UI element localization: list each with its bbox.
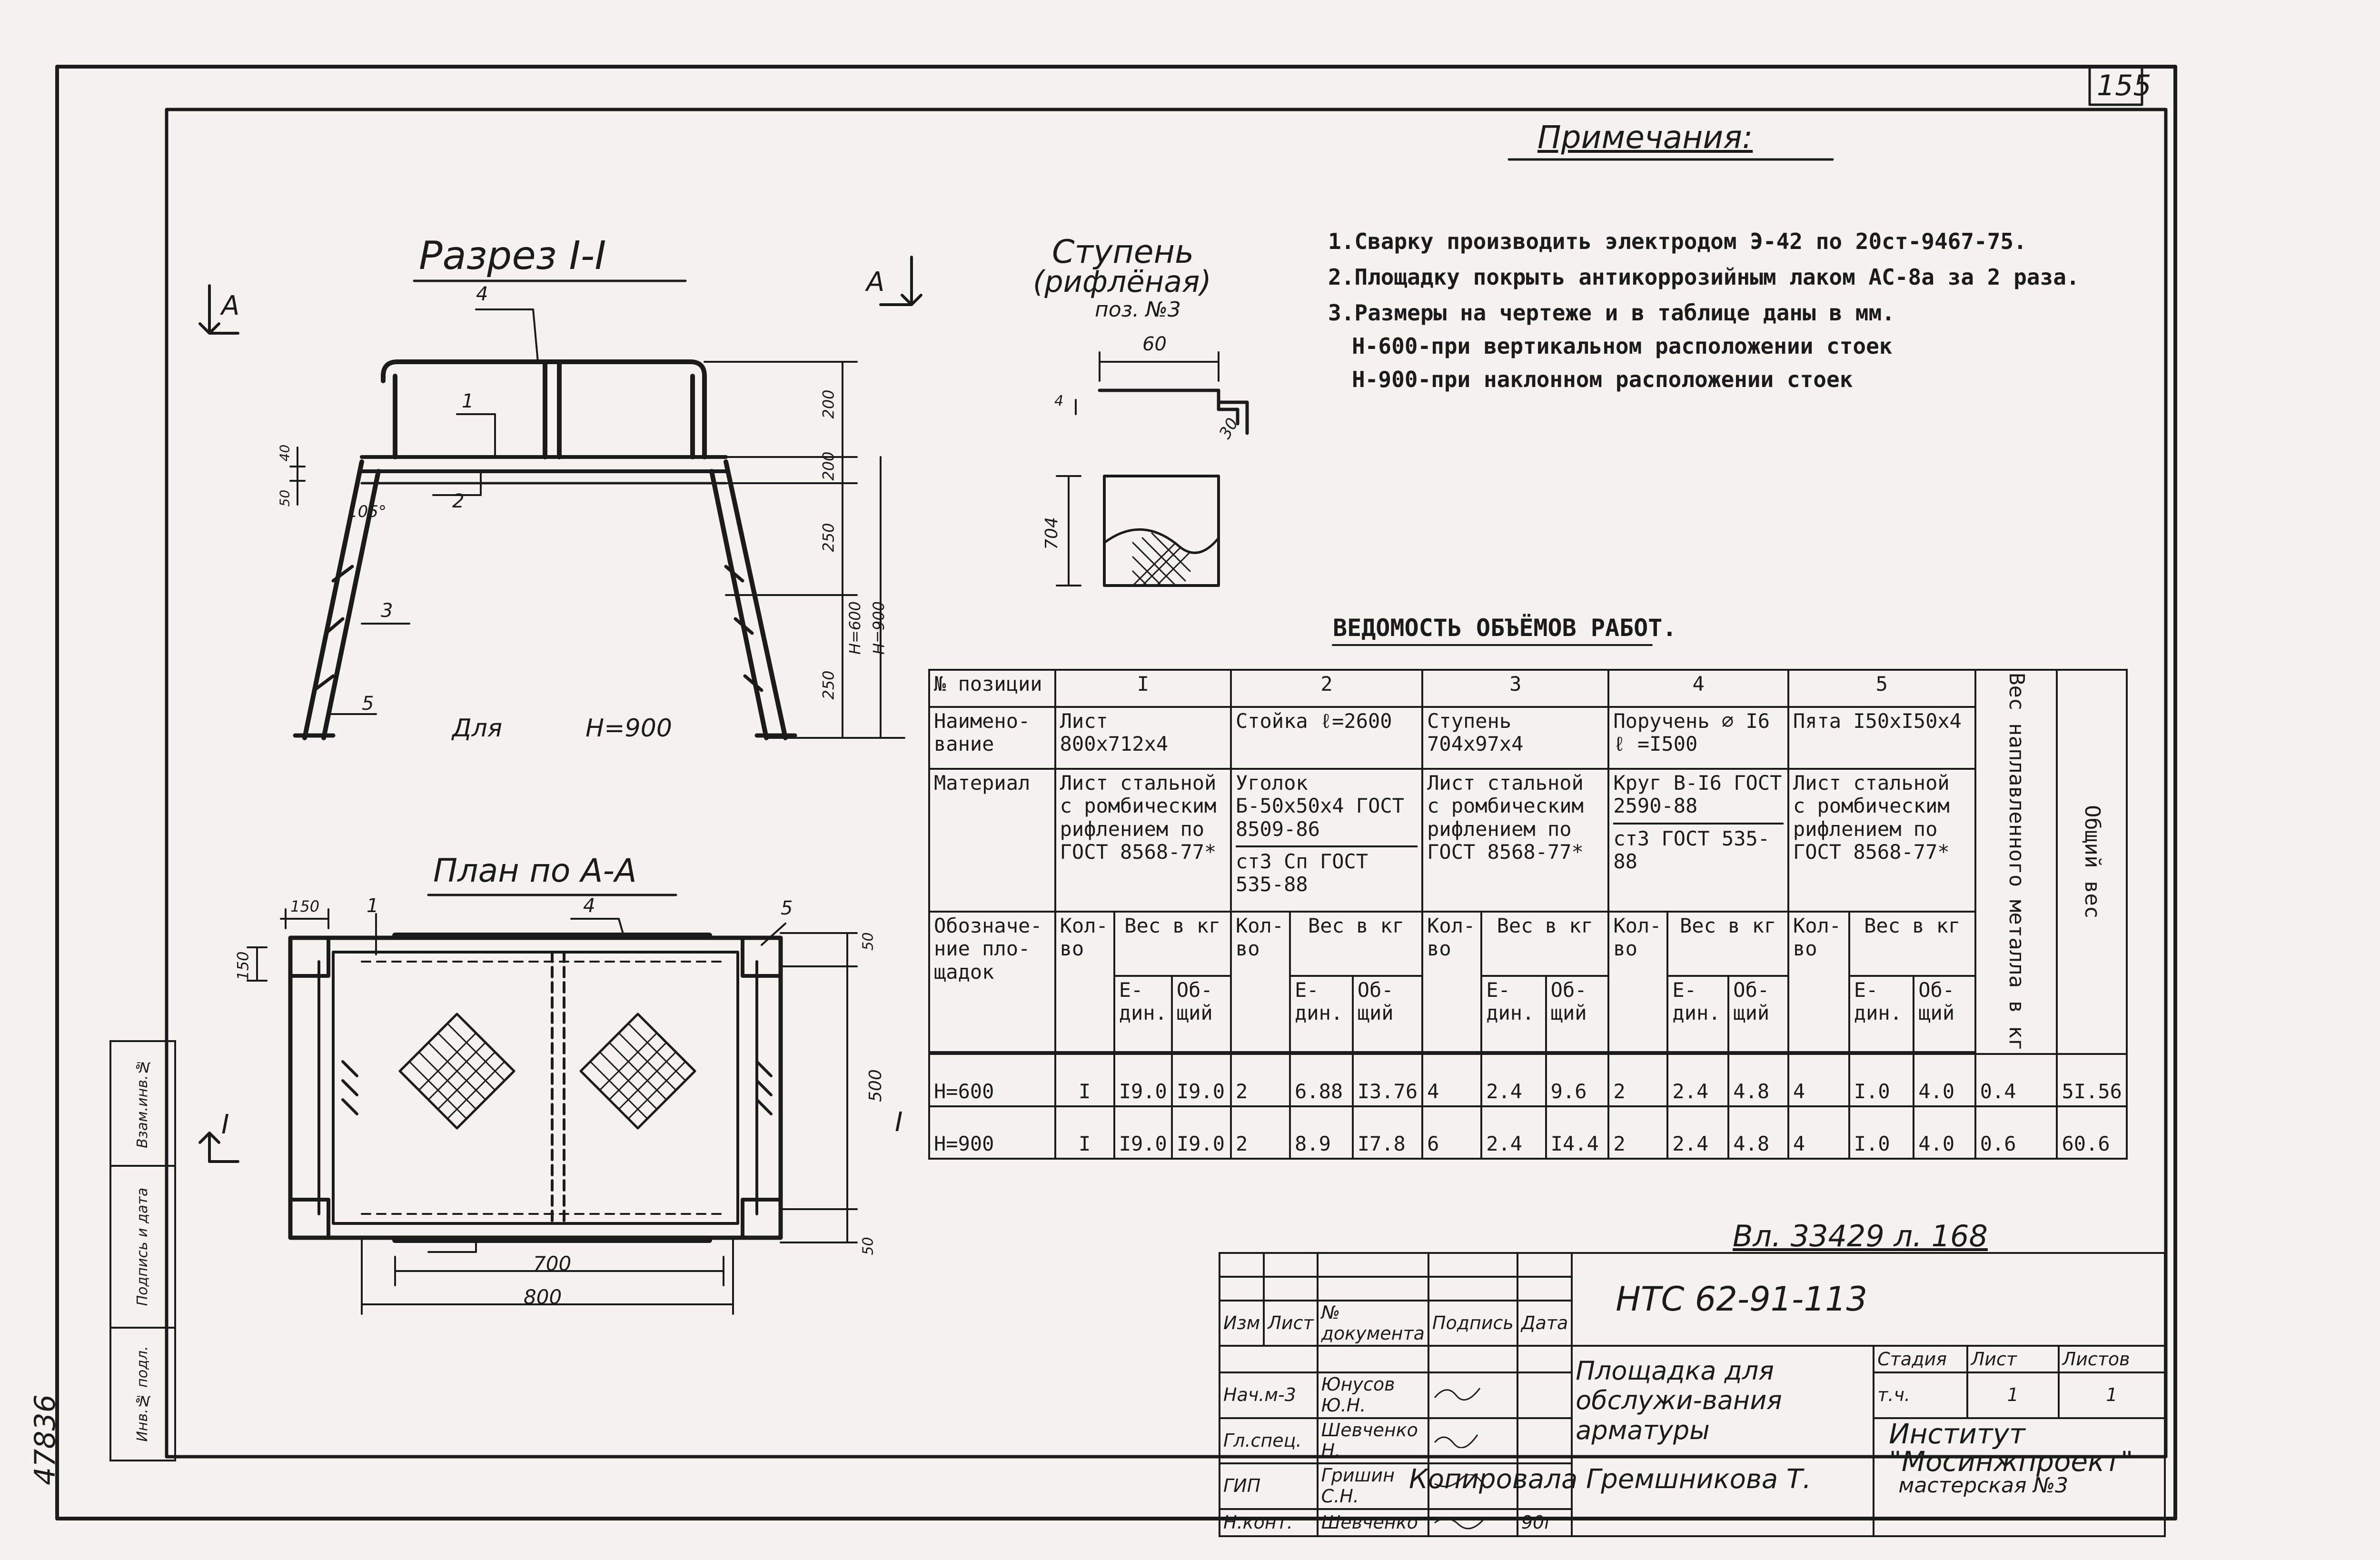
page-number: 155 [2097,69,2152,102]
row-h600-cell: 2 [1231,1054,1290,1106]
section-dim-40: 40 [277,444,293,462]
row-h600-weld: 0.4 [1975,1054,2057,1106]
hdr-unit-3: Е-дин. [1481,976,1546,1052]
section-caption: Для [452,714,503,743]
row-h900-weld: 0.6 [1975,1106,2057,1159]
side-stamp [109,1040,176,1461]
plan-dim-150-top: 150 [290,897,320,915]
section-dim-h900: H=900 [869,601,888,655]
tb-date-value: 90г [1517,1509,1572,1537]
inventory-reference: Вл. 33429 л. 168 [1733,1219,1988,1253]
row-h900-cell: I7.8 [1353,1106,1422,1159]
side-stamp-replaced: Взам.инв.№ [110,1041,175,1166]
tb-hdr-sheet-number: Лист [1967,1346,2059,1372]
works-table [928,669,2128,1160]
hdr-total-weight: Общий вес [2057,670,2127,1054]
hdr-weight-2: Вес в кг [1290,912,1422,976]
tb-signature [1428,1418,1517,1463]
hdr-weight-5: Вес в кг [1849,912,1975,976]
row-h900-cell: I9.0 [1114,1106,1172,1159]
plan-section-mark-left: I [221,1109,229,1140]
name-pos-5: Пята I50xI50x4 [1788,707,1975,769]
material-pos-3: Лист стальной с ромбическим рифлением по ГОСТ 8568-77* [1422,769,1608,912]
section-caption-value: H=900 [585,714,672,743]
organization [1874,1418,2165,1536]
section-pos-4: 4 [476,283,488,305]
row-h900-cell: 2.4 [1481,1106,1546,1159]
hdr-unit-4: Е-дин. [1667,976,1728,1052]
material-pos-4-steel: ст3 ГОСТ 535-88 [1613,823,1784,874]
plan-view [290,935,781,1240]
section-arrow-label-right: А [866,267,885,298]
material-pos-5: Лист стальной с ромбическим рифлением по ГОСТ 8568-77* [1788,769,1975,912]
hdr-position: № позиции [929,670,1055,707]
section-pos-2: 2 [452,490,465,512]
left-margin-stamp: 47836 [29,1394,62,1485]
tb-hdr-doc-number: № документа [1318,1301,1428,1346]
section-title: Разрез I-I [419,233,606,278]
hdr-pos-3: 3 [1422,670,1608,707]
row-h900-cell: I4.4 [1546,1106,1609,1159]
step-dim-30: 30 [1215,415,1242,442]
step-position: поз. №3 [1095,298,1181,322]
row-h600-cell: 2.4 [1667,1054,1728,1106]
side-stamp-signature: Подпись и дата [110,1166,175,1328]
row-h900-cell: 2.4 [1667,1106,1728,1159]
section-dim-200-mid: 200 [819,451,838,481]
tb-hdr-change: Изм [1220,1301,1264,1346]
note-line-3: 3.Размеры на чертеже и в таблице даны в мм. [1328,300,1895,326]
name-pos-1: Лист 800x712x4 [1055,707,1231,769]
plan-dim-50-bottom: 50 [860,1237,877,1255]
org-line-1: Институт [1889,1417,2025,1450]
tb-person: Юнусов Ю.Н. [1318,1372,1428,1418]
plan-dim-500: 500 [865,1069,885,1102]
section-dim-50: 50 [277,489,293,507]
row-h900-cell: I.0 [1849,1106,1914,1159]
section-angle: 105° [347,502,387,521]
row-h900-cell: 4 [1788,1106,1849,1159]
row-h600-total: 5I.56 [2057,1054,2127,1106]
hdr-material: Материал [929,769,1055,912]
row-h600-cell: 4.0 [1914,1054,1975,1106]
hdr-qty-3: Кол-во [1422,912,1481,1052]
row-h600-cell: I.0 [1849,1054,1914,1106]
material-pos-4-profile: Круг В-I6 ГОСТ 2590-88 [1613,771,1782,818]
org-line-3: мастерская №3 [1898,1473,2069,1498]
section-dimension-lines [290,362,904,738]
row-h600-cell: 2 [1608,1054,1667,1106]
hdr-total-4: Об-щий [1728,976,1788,1052]
tb-person: Шевченко [1318,1509,1428,1537]
sheets-value: 1 [2059,1372,2165,1418]
section-dim-h600: H=600 [845,601,864,655]
plan-title: План по А-А [433,852,637,890]
name-pos-2: Стойка ℓ=2600 [1231,707,1422,769]
material-pos-4 [1608,769,1788,912]
hdr-pos-4: 4 [1608,670,1788,707]
row-h600-cell: 9.6 [1546,1054,1609,1106]
sheet-value: 1 [1967,1372,2059,1418]
plan-dim-800: 800 [524,1285,562,1309]
row-h600-cell: 2.4 [1481,1054,1546,1106]
document-code: НТС 62-91-113 [1572,1253,2165,1346]
note-line-5: Н-900-при наклонном расположении стоек [1352,367,1853,392]
signature-mark [1432,1429,1489,1448]
step-dim-60: 60 [1142,333,1167,355]
hdr-weight-3: Вес в кг [1481,912,1608,976]
section-dim-250-b: 250 [819,670,838,700]
plan-dim-700: 700 [533,1252,572,1275]
row-h900-total: 60.6 [2057,1106,2127,1159]
hdr-qty-5: Кол-во [1788,912,1849,1052]
row-h900-cell: 2 [1231,1106,1290,1159]
row-h600-label: H=600 [929,1054,1055,1106]
tb-role: Гл.спец. [1220,1418,1318,1463]
hdr-total-2: Об-щий [1353,976,1422,1052]
section-pos-1: 1 [462,390,474,412]
object-name: Площадка для обслужи-вания арматуры [1572,1346,1874,1536]
section-dim-200-top: 200 [819,389,838,419]
tb-hdr-sheets-total: Листов [2059,1346,2165,1372]
tb-role: ГИП [1220,1463,1318,1509]
side-stamp-inventory: Инв.№ подл. [110,1328,175,1461]
hdr-pos-2: 2 [1231,670,1422,707]
hdr-pos-1: I [1055,670,1231,707]
hdr-unit-5: Е-дин. [1849,976,1914,1052]
hdr-unit-2: Е-дин. [1290,976,1353,1052]
section-pos-5: 5 [362,693,374,715]
copied-by: Копировала Гремшникова Т. [1409,1464,1811,1495]
material-pos-1: Лист стальной с ромбическим рифлением по ГОСТ 8568-77* [1055,769,1231,912]
stage-value: т.ч. [1874,1372,1967,1418]
hdr-unit-1: Е-дин. [1114,976,1172,1052]
note-line-4: Н-600-при вертикальном расположении стоек [1352,333,1893,359]
row-h600-cell: I3.76 [1353,1054,1422,1106]
plan-pos-1: 1 [367,895,379,917]
tb-role: Нач.м-3 [1220,1372,1318,1418]
tb-person: Гришин С.Н. [1318,1463,1428,1509]
material-pos-2 [1231,769,1422,912]
row-h600-cell: 4 [1788,1054,1849,1106]
step-dim-704: 704 [1041,517,1061,550]
plan-pos-4: 4 [583,895,595,917]
hdr-pos-5: 5 [1788,670,1975,707]
row-h900-cell: 8.9 [1290,1106,1353,1159]
row-h600-cell: 4 [1422,1054,1481,1106]
hdr-total-3: Об-щий [1546,976,1609,1052]
row-h600-cell: I [1055,1054,1114,1106]
hdr-designation: Обозначе-ние пло-щадок [929,912,1055,1052]
tb-hdr-date: Дата [1517,1301,1572,1346]
tb-signature [1428,1509,1517,1537]
row-h600-cell: 4.8 [1728,1054,1788,1106]
row-h900-cell: 6 [1422,1106,1481,1159]
row-h900-cell: 2 [1608,1106,1667,1159]
tb-hdr-sheet: Лист [1264,1301,1317,1346]
name-pos-4: Поручень ⌀ I6 ℓ =I500 [1608,707,1788,769]
hdr-weight-4: Вес в кг [1667,912,1788,976]
table-row-h600 [929,1054,2127,1106]
plan-pos-5: 5 [781,897,793,919]
step-dim-4: 4 [1054,393,1064,409]
plan-dim-150-side: 150 [234,951,252,981]
hdr-total-5: Об-щий [1914,976,1975,1052]
step-hatch [1133,533,1190,586]
note-line-1: 1.Сварку производить электродом Э-42 по 20ст-9467-75. [1328,229,2027,254]
tb-hdr-stage: Стадия [1874,1346,1967,1372]
row-h900-cell: 4.8 [1728,1106,1788,1159]
tb-signature [1428,1372,1517,1418]
row-h600-cell: I9.0 [1172,1054,1231,1106]
section-pos-3: 3 [381,600,393,622]
row-h600-cell: 6.88 [1290,1054,1353,1106]
hdr-weight-1: Вес в кг [1114,912,1231,976]
name-pos-3: Ступень 704x97x4 [1422,707,1608,769]
tread-pattern [343,1014,771,1128]
section-view [295,362,795,738]
note-line-2: 2.Площадку покрыть антикоррозийным лаком АС-8а за 2 раза. [1328,264,2080,290]
tb-role: Н.конт. [1220,1509,1318,1537]
row-h900-label: H=900 [929,1106,1055,1159]
hdr-weld-weight: Вес наплавленного металла в кг [1975,670,2057,1054]
hdr-total-1: Об-щий [1172,976,1231,1052]
plan-section-mark-right: I [895,1107,903,1138]
works-table-title: ВЕДОМОСТЬ ОБЪЁМОВ РАБОТ. [1333,614,1677,642]
tb-person: Шевченко Н. [1318,1418,1428,1463]
step-title: Ступень [1052,233,1194,271]
plan-dim-50-top: 50 [860,932,877,951]
material-pos-2-steel: ст3 Сп ГОСТ 535-88 [1236,845,1418,896]
hdr-name: Наимено-вание [929,707,1055,769]
tb-hdr-signature: Подпись [1428,1301,1517,1346]
section-dim-250-a: 250 [819,523,838,552]
signature-mark [1432,1511,1489,1530]
hdr-qty-1: Кол-во [1055,912,1114,1052]
step-subtitle: (рифлёная) [1033,264,1211,299]
hdr-qty-4: Кол-во [1608,912,1667,1052]
notes-title: Примечания: [1537,119,1753,156]
signature-mark [1432,1383,1489,1402]
row-h900-cell: I9.0 [1172,1106,1231,1159]
section-arrow-label-left: А [221,290,240,321]
org-line-2: "Мосинжпроект" [1889,1445,2133,1478]
row-h900-cell: I [1055,1106,1114,1159]
hdr-qty-2: Кол-во [1231,912,1290,1052]
row-h900-cell: 4.0 [1914,1106,1975,1159]
material-pos-2-profile: Уголок Б-50x50x4 ГОСТ 8509-86 [1235,771,1404,841]
row-h600-cell: I9.0 [1114,1054,1172,1106]
table-row-h900 [929,1106,2127,1159]
